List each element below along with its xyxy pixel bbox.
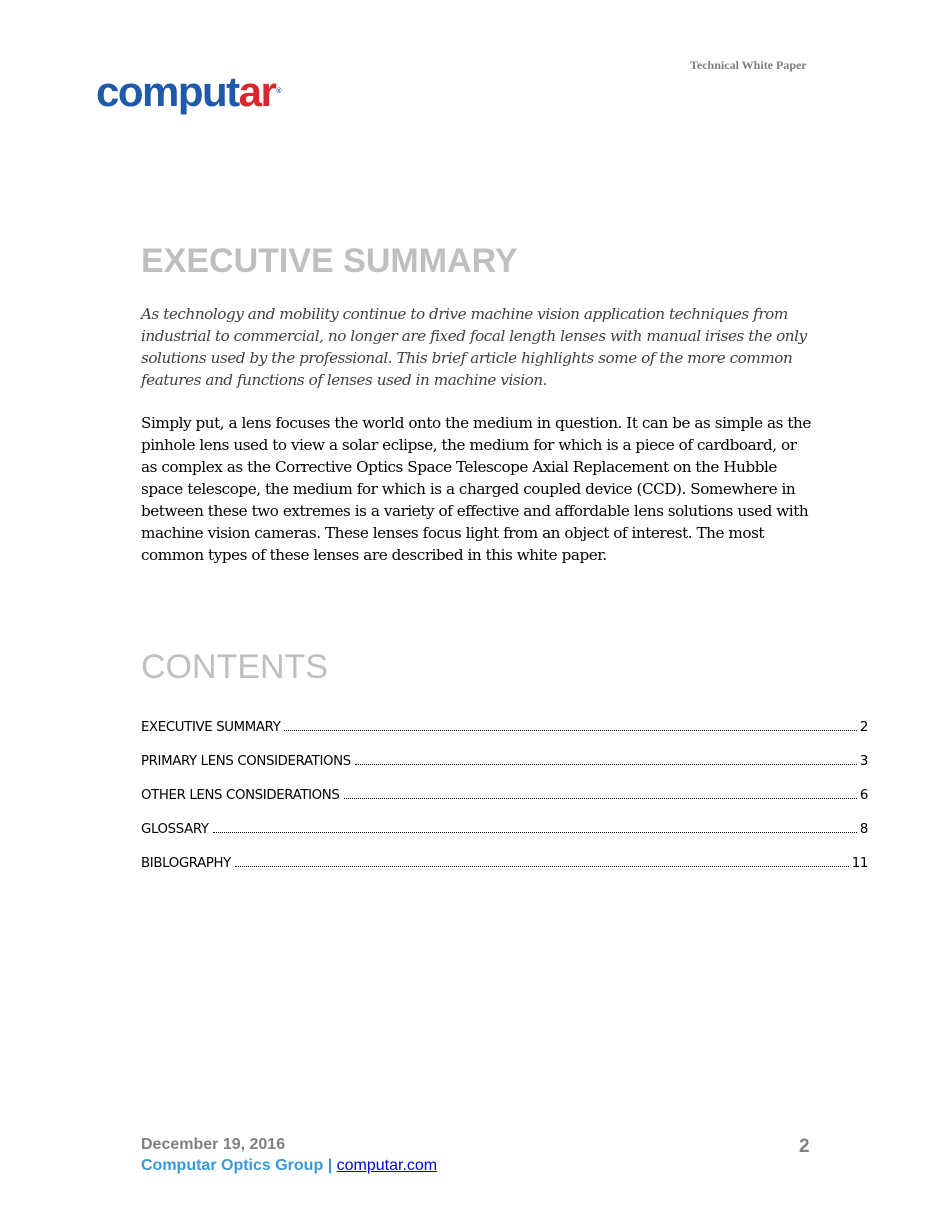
executive-summary-body: Simply put, a lens focuses the world onto the medium in question. It can be as simple as the pinhole lens used to view a solar eclipse, the medium for which is a piece of cardboard, or as complex as the Corrective Optics Space Telescope Axial Replacement on the Hubble space telescope, the medium for which is a charged coupled device (CCD). Somewhere in between these two extremes is a variety of effective and affordable lens solutions used with machine vision cameras. These lenses focus light from an object of interest. The most common types of these lenses are described in this white paper. [141,414,811,564]
computar-logo [96,70,282,114]
registered-mark: ® [276,88,282,95]
toc-dot-leader [235,865,849,867]
toc-entry-label: PRIMARY LENS CONSIDERATIONS [141,754,351,769]
toc-dot-leader [344,797,857,799]
toc-entry-page: 8 [859,822,868,837]
toc-entry-page: 11 [851,856,868,871]
toc-entry-label: OTHER LENS CONSIDERATIONS [141,788,340,803]
footer-organization-line [141,1157,437,1175]
toc-entry-page: 3 [859,754,868,769]
website-link[interactable]: computar.com [336,1157,438,1174]
executive-summary-heading: EXECUTIVE SUMMARY [141,242,518,280]
toc-entry[interactable] [141,820,868,854]
footer-date: December 19, 2016 [141,1136,286,1153]
executive-summary-intro: As technology and mobility continue to drive machine vision application techniques from industrial to commercial, no longer are fixed focal length lenses with manual irises the only solutions used by the professional. This brief article highlights some of the more common features and functions of lenses used in machine vision. [141,305,807,389]
toc-entry-label: BIBLOGRAPHY [141,856,231,871]
toc-entry[interactable] [141,752,868,786]
toc-entry[interactable] [141,786,868,820]
logo-text-main: comput [96,68,239,115]
footer-organization: Computar Optics Group [141,1157,324,1174]
document-type-label: Technical White Paper [690,58,807,72]
table-of-contents [141,718,868,888]
toc-entry-page: 6 [859,788,868,803]
toc-entry-page: 2 [859,720,868,735]
toc-entry-label: EXECUTIVE SUMMARY [141,720,281,735]
toc-dot-leader [213,831,857,833]
footer-separator: | [327,1157,333,1174]
contents-heading: CONTENTS [141,648,328,686]
toc-dot-leader [284,729,856,731]
toc-entry[interactable] [141,854,868,888]
logo-text-accent: ar [238,68,276,115]
toc-entry[interactable] [141,718,868,752]
page-number: 2 [799,1136,810,1157]
toc-entry-label: GLOSSARY [141,822,209,837]
toc-dot-leader [355,763,857,765]
